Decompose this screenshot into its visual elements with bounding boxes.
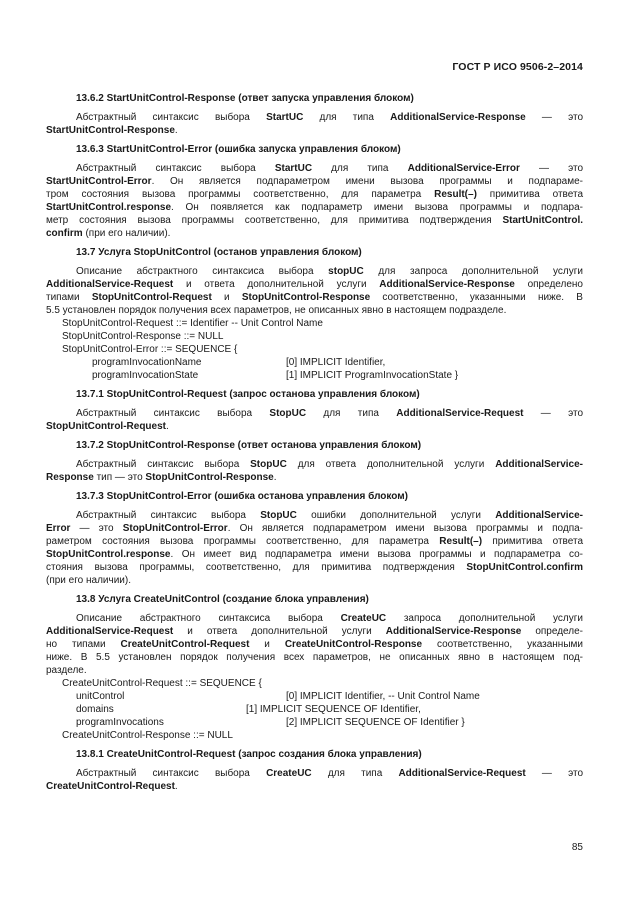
code-line: StopUnitControl-Error ::= SEQUENCE {	[62, 344, 238, 355]
text-line: Error — это StopUnitControl-Error. Он является подпараметром имени вызова программы и подпа-	[46, 523, 583, 534]
section-heading: 13.6.2 StartUnitControl-Response (ответ запуска управления блоком)	[76, 93, 414, 104]
code-field-type: [2] IMPLICIT SEQUENCE OF Identifier }	[286, 717, 465, 728]
document-header: ГОСТ Р ИСО 9506-2–2014	[452, 61, 583, 73]
text-line: StartUnitControl.response. Он появляется как подпараметр имени вызова программы и подпара-	[46, 202, 583, 213]
text-line: StopUnitControl.response. Он имеет вид подпараметра имени вызова программы и подпараметра со-	[46, 549, 583, 560]
text-line: StopUnitControl-Request.	[46, 421, 169, 432]
paragraph	[46, 767, 583, 793]
section-heading: 13.8 Услуга CreateUnitControl (создание блока управления)	[76, 594, 369, 605]
text-line: раметром состояния вызова программы соответственно, для параметра Result(–) примитива ответа	[46, 536, 584, 547]
paragraph	[46, 111, 583, 137]
code-line: StopUnitControl-Response ::= NULL	[62, 331, 224, 342]
code-line	[46, 703, 583, 716]
text-line: Описание абстрактного синтаксиса выбора stopUC для запроса дополнительной услуги	[76, 266, 583, 277]
page-number: 85	[571, 842, 583, 853]
code-line: CreateUnitControl-Request ::= SEQUENCE {	[62, 678, 262, 689]
text-line: ниже. В 5.5 установлен порядок получения всех параметров, не описанных явно в настоящем под-	[46, 652, 583, 663]
text-line: Описание абстрактного синтаксиса выбора CreateUC запроса дополнительной услуги	[76, 613, 583, 624]
text-line: confirm (при его наличии).	[46, 228, 171, 239]
text-line: типами StopUnitControl-Request и StopUnitControl-Response соответственно, указанными ниже. В	[46, 292, 583, 303]
paragraph	[46, 458, 583, 484]
text-line: StartUnitControl-Error. Он является подпараметром имени вызова программы и подпараме-	[46, 176, 583, 187]
text-line: AdditionalService-Request и ответа дополнительной услуги AdditionalService-Response определено	[46, 279, 583, 290]
paragraph	[46, 612, 583, 677]
page-body	[46, 92, 583, 793]
code-line	[46, 369, 583, 382]
text-line: Абстрактный синтаксис выбора CreateUC для типа AdditionalService-Request — это	[76, 768, 584, 779]
code-field-name: programInvocations	[76, 717, 164, 728]
text-line: тром состояния вызова программы соответственно, для параметра Result(–) примитива ответа	[46, 189, 584, 200]
text-line: стояния вызова программы, соответственно, для примитива подтверждения StopUnitControl.confirm	[46, 562, 583, 573]
code-line	[46, 716, 583, 729]
code-field-type: [1] IMPLICIT SEQUENCE OF Identifier,	[246, 704, 421, 715]
section-heading: 13.6.3 StartUnitControl-Error (ошибка запуска управления блоком)	[76, 144, 401, 155]
text-line: AdditionalService-Request и ответа дополнительной услуги AdditionalService-Response определе-	[46, 626, 584, 637]
section-heading: 13.7.1 StopUnitControl-Request (запрос останова управления блоком)	[76, 389, 420, 400]
code-field-name: programInvocationName	[92, 357, 202, 368]
text-line: Абстрактный синтаксис выбора StopUC ошибки дополнительной услуги AdditionalService-	[76, 510, 584, 521]
code-line	[46, 356, 583, 369]
section-heading: 13.8.1 CreateUnitControl-Request (запрос создания блока управления)	[76, 749, 422, 760]
section-heading: 13.7.2 StopUnitControl-Response (ответ останова управления блоком)	[76, 440, 422, 451]
code-field-type: [0] IMPLICIT Identifier, -- Unit Control Name	[286, 691, 480, 702]
paragraph	[46, 162, 583, 240]
text-line: Абстрактный синтаксис выбора StartUC для типа AdditionalService-Error — это	[76, 163, 584, 174]
section-heading: 13.7 Услуга StopUnitControl (останов управления блоком)	[76, 247, 362, 258]
code-field-type: [1] IMPLICIT ProgramInvocationState }	[286, 370, 459, 381]
text-line: Абстрактный синтаксис выбора StopUC для ответа дополнительной услуги AdditionalService-	[76, 459, 583, 470]
section-heading: 13.7.3 StopUnitControl-Error (ошибка останова управления блоком)	[76, 491, 408, 502]
code-field-name: domains	[76, 704, 114, 715]
text-line: 5.5 установлен порядок получения всех параметров, не описанных явно в настоящем подразделе.	[46, 305, 507, 316]
paragraph	[46, 407, 583, 433]
text-line: (при его наличии).	[46, 575, 131, 586]
code-field-name: programInvocationState	[92, 370, 199, 381]
code-line: StopUnitControl-Request ::= Identifier -- Unit Control Name	[62, 318, 323, 329]
paragraph	[46, 509, 583, 587]
text-line: метр состояния вызова программы соответственно, для примитива подтверждения StartUnitControl.	[46, 215, 583, 226]
text-line: StartUnitControl-Response.	[46, 125, 178, 136]
paragraph	[46, 265, 583, 317]
code-field-name: unitControl	[76, 691, 125, 702]
text-line: разделе.	[46, 665, 87, 676]
text-line: но типами CreateUnitControl-Request и CreateUnitControl-Response соответственно, указанными	[46, 639, 583, 650]
text-line: Абстрактный синтаксис выбора StopUC для типа AdditionalService-Request — это	[76, 408, 584, 419]
code-field-type: [0] IMPLICIT Identifier,	[286, 357, 386, 368]
text-line: Response тип — это StopUnitControl-Response.	[46, 472, 277, 483]
code-line: CreateUnitControl-Response ::= NULL	[62, 730, 233, 741]
text-line: Абстрактный синтаксис выбора StartUC для типа AdditionalService-Response — это	[76, 112, 584, 123]
text-line: CreateUnitControl-Request.	[46, 781, 178, 792]
code-line	[46, 690, 583, 703]
